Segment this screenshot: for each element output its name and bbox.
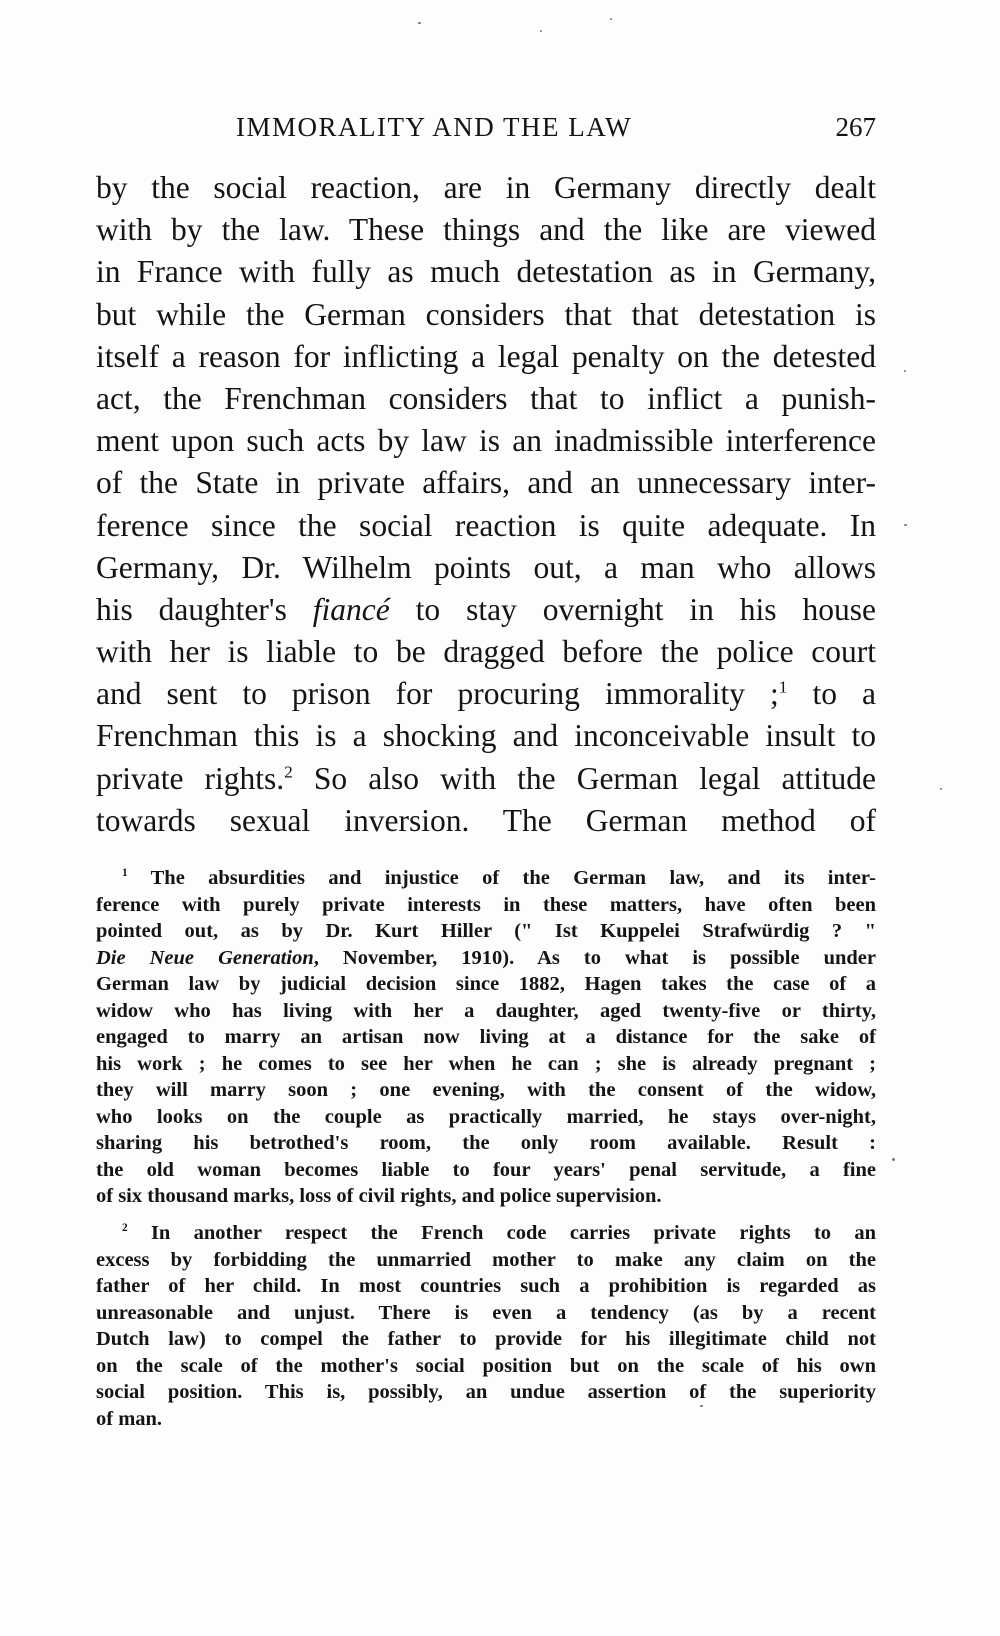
text-line	[96, 420, 876, 462]
running-title: IMMORALITY AND THE LAW	[236, 112, 633, 142]
text-line	[96, 1353, 876, 1380]
line-text: to a	[787, 676, 877, 712]
line-text: his work ; he comes to see her when he can ; she is already pregnant ;	[96, 1052, 876, 1075]
text-line	[96, 378, 876, 420]
footnote-marker: 2	[122, 1222, 128, 1235]
text-line	[96, 715, 876, 757]
scan-speck	[904, 524, 907, 526]
text-line	[96, 971, 876, 998]
text-line	[96, 1104, 876, 1131]
scan-speck	[418, 22, 421, 24]
line-text: of man.	[96, 1407, 163, 1430]
text-line	[96, 865, 876, 892]
line-text: the old woman becomes liable to four years' penal servitude, a fine	[96, 1158, 876, 1181]
line-text: of six thousand marks, loss of civil rights, and police supervision.	[96, 1185, 662, 1207]
text-line	[96, 1183, 876, 1210]
line-text: of the State in private affairs, and an unnecessary inter-	[96, 465, 876, 501]
line-text: unreasonable and unjust. There is even a tendency (as by a recent	[96, 1301, 876, 1324]
line-text: on the scale of the mother's social position but on the scale of his own	[96, 1354, 876, 1377]
text-line	[96, 1077, 876, 1104]
line-text: itself a reason for inflicting a legal penalty on the detested	[96, 338, 876, 374]
text-line	[96, 589, 876, 631]
footnote-reference: 2	[284, 762, 293, 782]
scan-speck	[892, 1158, 895, 1161]
line-text: widow who has living with her a daughter, aged twenty-five or thirty,	[96, 999, 876, 1022]
line-text: towards sexual inversion. The German method of	[96, 802, 876, 838]
text-line	[96, 336, 876, 378]
line-text: they will marry soon ; one evening, with the consent of the widow,	[96, 1079, 876, 1101]
text-line	[96, 1273, 876, 1300]
text-line	[96, 892, 876, 919]
footnote-1	[96, 865, 876, 1210]
line-text: father of her child. In most countries such a prohibition is regarded as	[96, 1275, 876, 1297]
italic-text: fiancé	[312, 591, 390, 627]
footnote-2	[96, 1220, 876, 1432]
line-text: The absurdities and injustice of the German law, and its inter-	[150, 867, 876, 889]
line-text: pointed out, as by Dr. Kurt Hiller (" Ist Kuppelei Strafwürdig ? "	[96, 920, 876, 942]
text-line	[96, 673, 876, 715]
scan-speck	[540, 30, 542, 32]
line-text: excess by forbidding the unmarried mother to make any claim on the	[96, 1248, 876, 1271]
line-text: Germany, Dr. Wilhelm points out, a man who allows	[96, 549, 876, 585]
text-line	[96, 1406, 876, 1433]
text-line	[96, 945, 876, 972]
text-line	[96, 209, 876, 251]
text-line	[96, 918, 876, 945]
scan-speck	[700, 1405, 703, 1407]
text-line	[96, 758, 876, 800]
text-line	[96, 505, 876, 547]
text-line	[96, 251, 876, 293]
text-line	[96, 1326, 876, 1353]
main-text	[96, 167, 876, 842]
line-text: Frenchman this is a shocking and inconceivable insult to	[96, 718, 876, 754]
line-text: who looks on the couple as practically married, he stays over-night,	[96, 1105, 876, 1128]
line-text: Dutch law) to compel the father to provide for his illegitimate child not	[96, 1328, 876, 1350]
line-text: engaged to marry an artisan now living at a distance for the sake of	[96, 1026, 876, 1048]
line-text: to stay overnight in his house	[389, 591, 876, 627]
line-text: ference with purely private interests in these matters, have often been	[96, 893, 876, 916]
footnote-marker: 1	[122, 867, 128, 880]
text-line	[96, 1220, 876, 1247]
text-line	[96, 1051, 876, 1078]
text-line	[96, 1024, 876, 1051]
running-header	[96, 112, 876, 152]
line-text: , November, 1910). As to what is possible under	[313, 946, 876, 969]
line-text: German law by judicial decision since 1882, Hagen takes the case of a	[96, 973, 876, 995]
line-text: his daughter's	[96, 591, 313, 627]
text-line	[96, 1300, 876, 1327]
scan-speck	[610, 18, 612, 20]
italic-text: Die Neue Generation	[96, 946, 314, 969]
line-text: but while the German considers that that detestation is	[96, 296, 876, 332]
text-line	[96, 1130, 876, 1157]
text-line	[96, 167, 876, 209]
text-line	[96, 631, 876, 673]
page-number: 267	[835, 112, 876, 142]
text-line	[96, 1157, 876, 1184]
line-text: private rights.	[96, 760, 285, 796]
text-line	[96, 800, 876, 842]
text-line	[96, 294, 876, 336]
line-text: with her is liable to be dragged before the police court	[96, 634, 876, 670]
line-text: in France with fully as much detestation as in Germany,	[96, 254, 876, 290]
line-text: In another respect the French code carries private rights to an	[150, 1222, 876, 1244]
text-line	[96, 462, 876, 504]
text-line	[96, 998, 876, 1025]
footnote-reference: 1	[778, 677, 788, 697]
line-text: ference since the social reaction is quite adequate. In	[96, 507, 876, 543]
scan-speck	[904, 370, 906, 372]
text-line	[96, 1379, 876, 1406]
scan-speck	[940, 788, 942, 790]
text-line	[96, 1247, 876, 1274]
line-text: sharing his betrothed's room, the only room available. Result :	[96, 1132, 876, 1154]
text-line	[96, 547, 876, 589]
line-text: by the social reaction, are in Germany directly dealt	[96, 170, 876, 205]
line-text: social position. This is, possibly, an undue assertion of the superiority	[96, 1381, 876, 1403]
line-text: So also with the German legal attitude	[292, 760, 876, 796]
line-text: with by the law. These things and the like are viewed	[96, 212, 876, 248]
line-text: act, the Frenchman considers that to inflict a punish-	[96, 380, 876, 416]
line-text: and sent to prison for procuring immorality ;	[96, 676, 779, 712]
line-text: ment upon such acts by law is an inadmissible interference	[96, 423, 876, 459]
